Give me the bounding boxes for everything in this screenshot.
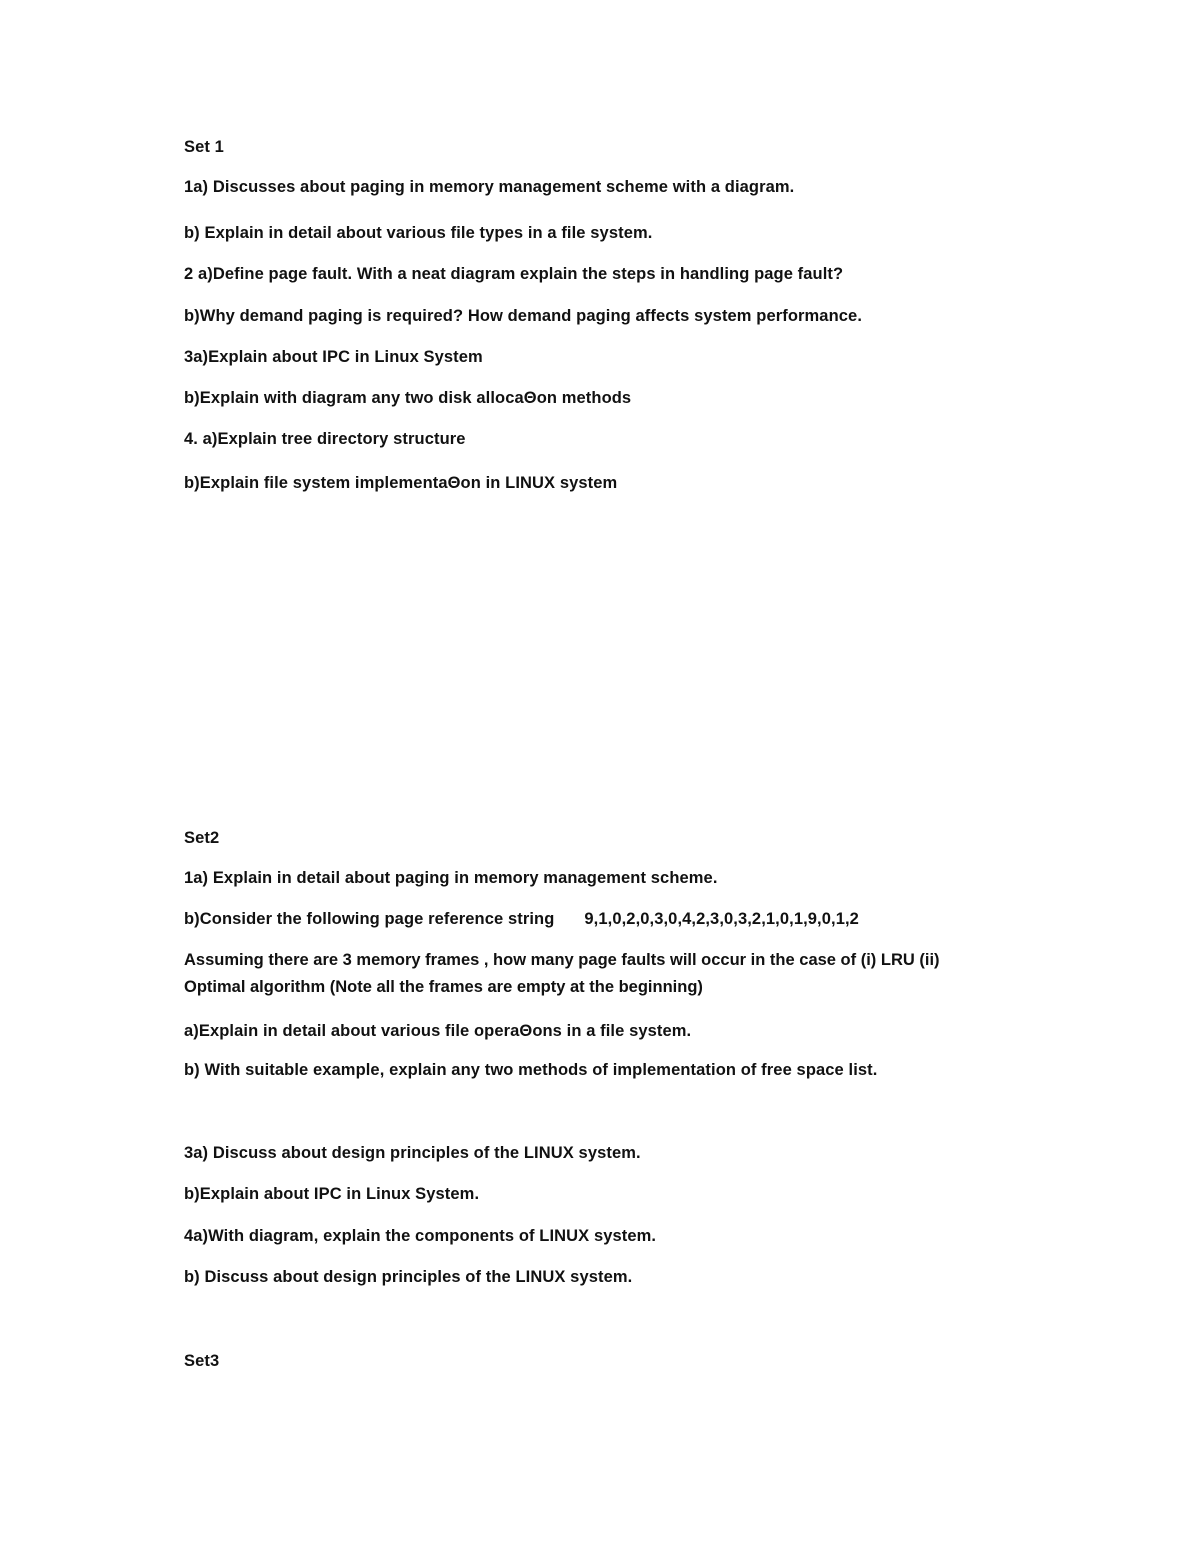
set1-question-1b: b) Explain in detail about various file types in a file system.	[184, 224, 653, 242]
set1-question-2a: 2 a)Define page fault. With a neat diagram explain the steps in handling page fault?	[184, 265, 844, 283]
set1-question-1a: 1a) Discusses about paging in memory management scheme with a diagram.	[184, 178, 795, 196]
page-reference-string: 9,1,0,2,0,3,0,4,2,3,0,3,2,1,0,1,9,0,1,2	[584, 910, 859, 928]
set1-question-3a: 3a)Explain about IPC in Linux System	[184, 348, 483, 366]
set1-title: Set 1	[184, 138, 224, 156]
set2-question-1b-prefix: b)Consider the following page reference string	[184, 910, 555, 928]
set2-question-1b-continuation: Assuming there are 3 memory frames , how many page faults will occur in the case of (i) LRU (ii) Optimal algorithm (Note all the frames are empty at the beginning)	[184, 951, 940, 996]
set1-question-3b: b)Explain with diagram any two disk allocaΘon methods	[184, 389, 632, 407]
set1-question-2b: b)Why demand paging is required? How demand paging affects system performance.	[184, 307, 862, 325]
set2-question-4a: 4a)With diagram, explain the components of LINUX system.	[184, 1227, 657, 1245]
set2-question-1a: 1a) Explain in detail about paging in memory management scheme.	[184, 869, 718, 887]
set1-question-4b: b)Explain file system implementaΘon in LINUX system	[184, 474, 618, 492]
set2-question-4b: b) Discuss about design principles of the LINUX system.	[184, 1268, 633, 1286]
set2-question-1b	[184, 909, 859, 929]
set1-question-4a: 4. a)Explain tree directory structure	[184, 430, 466, 448]
set2-title: Set2	[184, 829, 220, 847]
set2-question-2a: a)Explain in detail about various file operaΘons in a file system.	[184, 1022, 692, 1040]
set2-question-3b: b)Explain about IPC in Linux System.	[184, 1185, 480, 1203]
set2-question-3a: 3a) Discuss about design principles of the LINUX system.	[184, 1144, 641, 1162]
set2-question-2b: b) With suitable example, explain any two methods of implementation of free space list.	[184, 1061, 878, 1079]
set3-title: Set3	[184, 1352, 220, 1370]
